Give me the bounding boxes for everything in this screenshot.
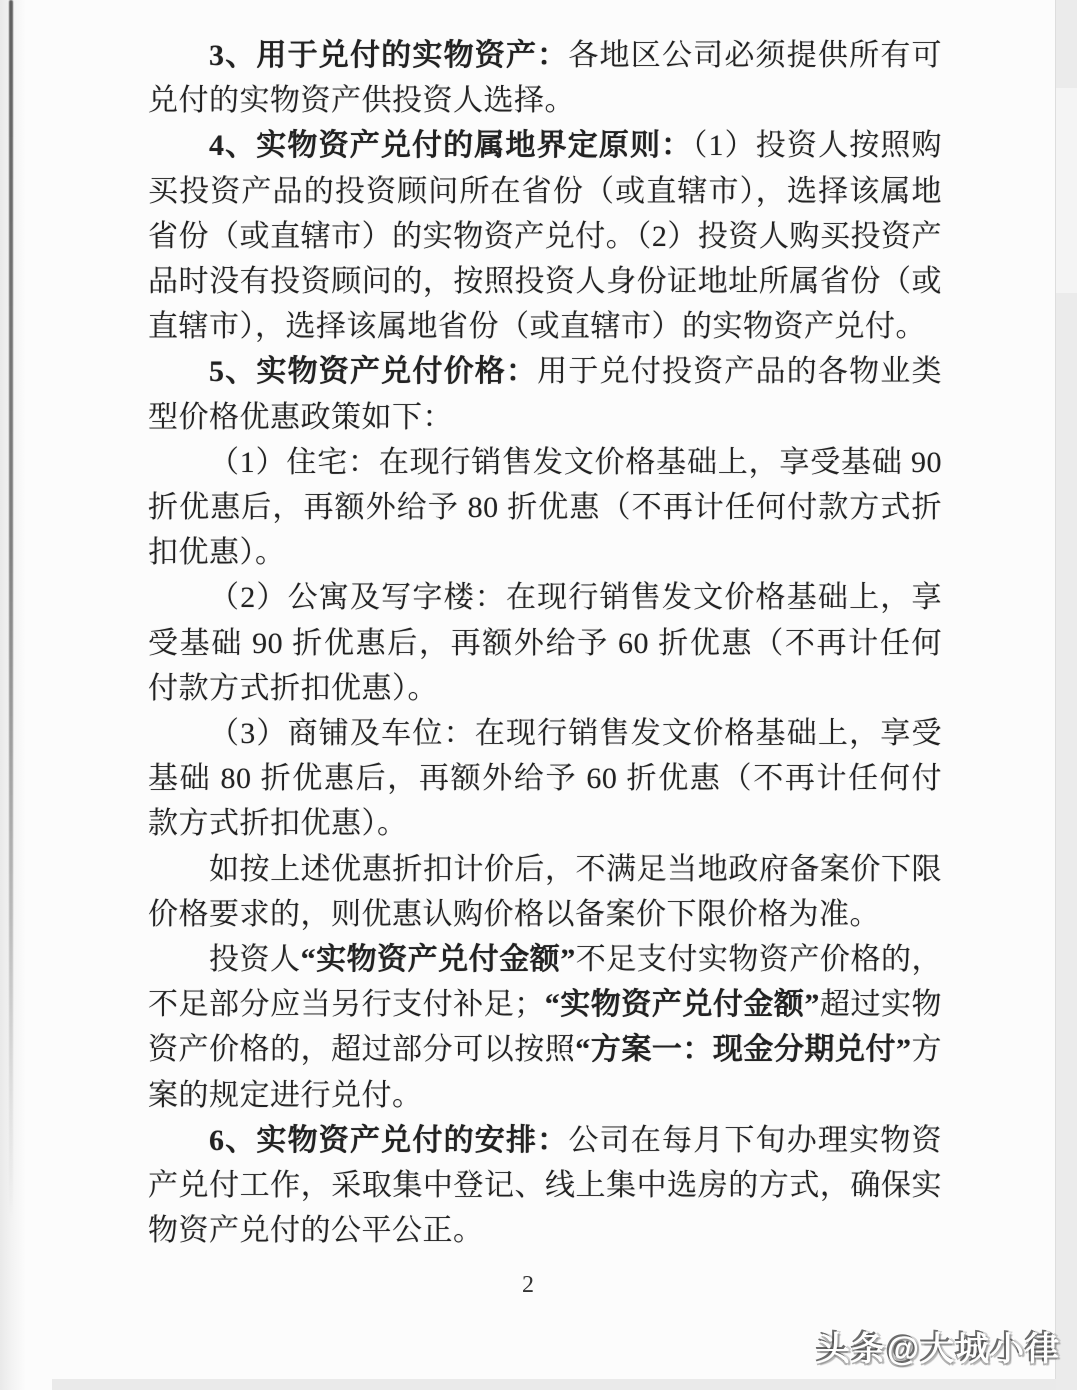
paragraph-2 (148, 123, 942, 349)
paragraph-text-run: （1）投资人按照购买投资产品的投资顾问所在省份（或直辖市），选择该属地省份（或直辖市）的实物资产兑付。（2）投资人购买投资产品时没有投资顾问的，按照投资人身份证地址所属省份（或直辖市），选择该属地省份（或直辖市）的实物资产兑付。 (148, 129, 943, 344)
paragraph-heading-run: 6、实物资产兑付的安排： (209, 1123, 569, 1157)
paragraph-1 (148, 33, 942, 123)
paragraph-text-run: （1）住宅：在现行销售发文价格基础上，享受基础 90 折优惠后，再额外给予 80 折优惠（不再计任何付款方式折扣优惠）。 (148, 445, 942, 570)
page-number: 2 (522, 1272, 534, 1298)
paragraph-text-run: 公司在每月下旬办理实物资产兑付工作，采取集中登记、线上集中选房的方式，确保实物资产兑付的公平公正。 (148, 1123, 943, 1248)
scan-bottom-strip (52, 1379, 1056, 1390)
document-body (148, 33, 942, 1253)
scan-left-edge-line (9, 0, 13, 1218)
paragraph-text-run: 不足支付实物资产价格的，不足部分应当另行支付补足； (148, 943, 942, 1022)
paragraph-heading-run: 5、实物资产兑付价格： (209, 355, 538, 389)
paragraph-text-run: 如按上述优惠折扣计价后，不满足当地政府备案价下限价格要求的，则优惠认购价格以备案价下限价格为准。 (148, 852, 942, 931)
paragraph-heading-run: 4、实物资产兑付的属地界定原则： (209, 129, 693, 163)
paragraph-text-run: 各地区公司必须提供所有可兑付的实物资产供投资人选择。 (148, 39, 943, 118)
paragraph-heading-run: 3、用于兑付的实物资产： (209, 39, 569, 72)
paragraph-9 (148, 1118, 942, 1254)
paragraph-6 (148, 711, 942, 847)
paragraph-3 (148, 349, 942, 439)
toutiao-watermark: 头条@大城小律 (816, 1330, 1061, 1367)
paragraph-heading-run: “方案一：现金分期兑付” (575, 1033, 912, 1067)
paragraph-text-run: 投资人 (209, 943, 301, 977)
paragraph-text-run: （2）公寓及写字楼：在现行销售发文价格基础上，享受基础 90 折优惠后，再额外给予 60 折优惠（不再计任何付款方式折扣优惠）。 (148, 581, 942, 705)
scan-right-strip-light-segment (1056, 88, 1077, 293)
paragraph-text-run: 方案的规定进行兑付。 (148, 1033, 943, 1112)
paragraph-text-run: 用于兑付投资产品的各物业类型价格优惠政策如下： (148, 355, 943, 434)
paragraph-4 (148, 440, 942, 576)
scan-left-gutter (0, 0, 26, 1390)
paragraph-text-run: 超过实物资产价格的，超过部分可以按照 (148, 988, 943, 1067)
paragraph-7 (148, 847, 942, 937)
paragraph-8 (148, 937, 942, 1118)
paragraph-text-run: （3）商铺及车位：在现行销售发文价格基础上，享受基础 80 折优惠后，再额外给予 60 折优惠（不再计任何付款方式折扣优惠）。 (148, 717, 942, 841)
paragraph-heading-run: “实物资产兑付金额” (544, 988, 820, 1022)
scan-right-strip (1055, 0, 1077, 1390)
paragraph-5 (148, 575, 942, 711)
paragraph-heading-run: “实物资产兑付金额” (300, 943, 576, 977)
